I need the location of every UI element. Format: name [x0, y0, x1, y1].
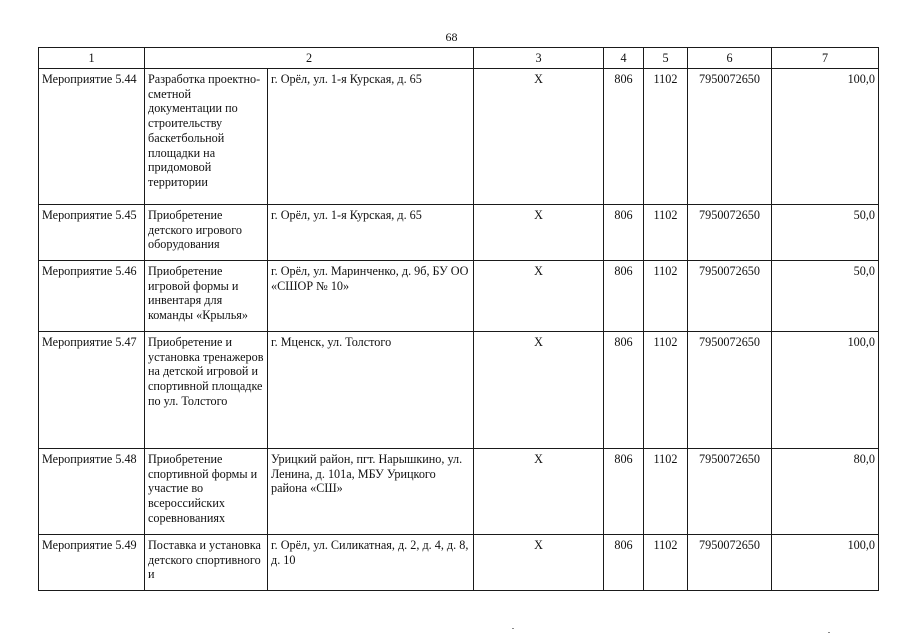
col5-cell: 1102 [644, 332, 688, 449]
event-cell: Мероприятие 5.44 [39, 69, 145, 205]
col6-cell: 7950072650 [688, 535, 772, 591]
col7-cell: 80,0 [772, 449, 879, 535]
event-cell: Мероприятие 5.45 [39, 205, 145, 261]
col3-cell: Х [474, 332, 604, 449]
description-cell: Приобретение спортивной формы и участие во всероссийских соревнованиях [145, 449, 268, 535]
col6-cell: 7950072650 [688, 332, 772, 449]
address-cell: г. Орёл, ул. Маринченко, д. 9б, БУ ОО «СШОР № 10» [268, 261, 474, 332]
col4-cell: 806 [604, 69, 644, 205]
header-col-5: 5 [644, 48, 688, 69]
header-col-6: 6 [688, 48, 772, 69]
col3-cell: Х [474, 205, 604, 261]
description-cell: Поставка и установка детского спортивного и [145, 535, 268, 591]
header-col-4: 4 [604, 48, 644, 69]
page-number: 68 [445, 30, 458, 44]
col5-cell: 1102 [644, 261, 688, 332]
col7-cell: 50,0 [772, 261, 879, 332]
event-cell: Мероприятие 5.49 [39, 535, 145, 591]
col3-cell: Х [474, 449, 604, 535]
header-row [39, 48, 879, 69]
table-row [39, 449, 879, 535]
col4-cell: 806 [604, 332, 644, 449]
col4-cell: 806 [604, 449, 644, 535]
col5-cell: 1102 [644, 205, 688, 261]
col5-cell: 1102 [644, 535, 688, 591]
event-cell: Мероприятие 5.46 [39, 261, 145, 332]
col7-cell: 50,0 [772, 205, 879, 261]
header-col-7: 7 [772, 48, 879, 69]
address-cell: г. Орёл, ул. Силикатная, д. 2, д. 4, д. 8, д. 10 [268, 535, 474, 591]
event-cell: Мероприятие 5.47 [39, 332, 145, 449]
scan-speck [828, 632, 830, 633]
col6-cell: 7950072650 [688, 205, 772, 261]
header-col-3: 3 [474, 48, 604, 69]
table-row [39, 69, 879, 205]
address-cell: Урицкий район, пгт. Нарышкино, ул. Ленина, д. 101а, МБУ Урицкого района «СШ» [268, 449, 474, 535]
col4-cell: 806 [604, 261, 644, 332]
description-cell: Разработка проектно-сметной документации по строительству баскетбольной площадки на придомовой территории [145, 69, 268, 205]
col5-cell: 1102 [644, 69, 688, 205]
table-row [39, 205, 879, 261]
col5-cell: 1102 [644, 449, 688, 535]
col3-cell: Х [474, 535, 604, 591]
address-cell: г. Орёл, ул. 1-я Курская, д. 65 [268, 69, 474, 205]
col3-cell: Х [474, 261, 604, 332]
col7-cell: 100,0 [772, 332, 879, 449]
col7-cell: 100,0 [772, 535, 879, 591]
col4-cell: 806 [604, 535, 644, 591]
table-row [39, 535, 879, 591]
header-col-2: 2 [145, 48, 474, 69]
scan-speck [512, 628, 514, 629]
col7-cell: 100,0 [772, 69, 879, 205]
header-col-1: 1 [39, 48, 145, 69]
col3-cell: Х [474, 69, 604, 205]
budget-table [38, 47, 879, 591]
address-cell: г. Орёл, ул. 1-я Курская, д. 65 [268, 205, 474, 261]
event-cell: Мероприятие 5.48 [39, 449, 145, 535]
col4-cell: 806 [604, 205, 644, 261]
table-row [39, 261, 879, 332]
description-cell: Приобретение и установка тренажеров на детской игровой и спортивной площадке по ул. Толстого [145, 332, 268, 449]
table-row [39, 332, 879, 449]
address-cell: г. Мценск, ул. Толстого [268, 332, 474, 449]
col6-cell: 7950072650 [688, 69, 772, 205]
col6-cell: 7950072650 [688, 261, 772, 332]
col6-cell: 7950072650 [688, 449, 772, 535]
description-cell: Приобретение детского игрового оборудования [145, 205, 268, 261]
description-cell: Приобретение игровой формы и инвентаря для команды «Крылья» [145, 261, 268, 332]
